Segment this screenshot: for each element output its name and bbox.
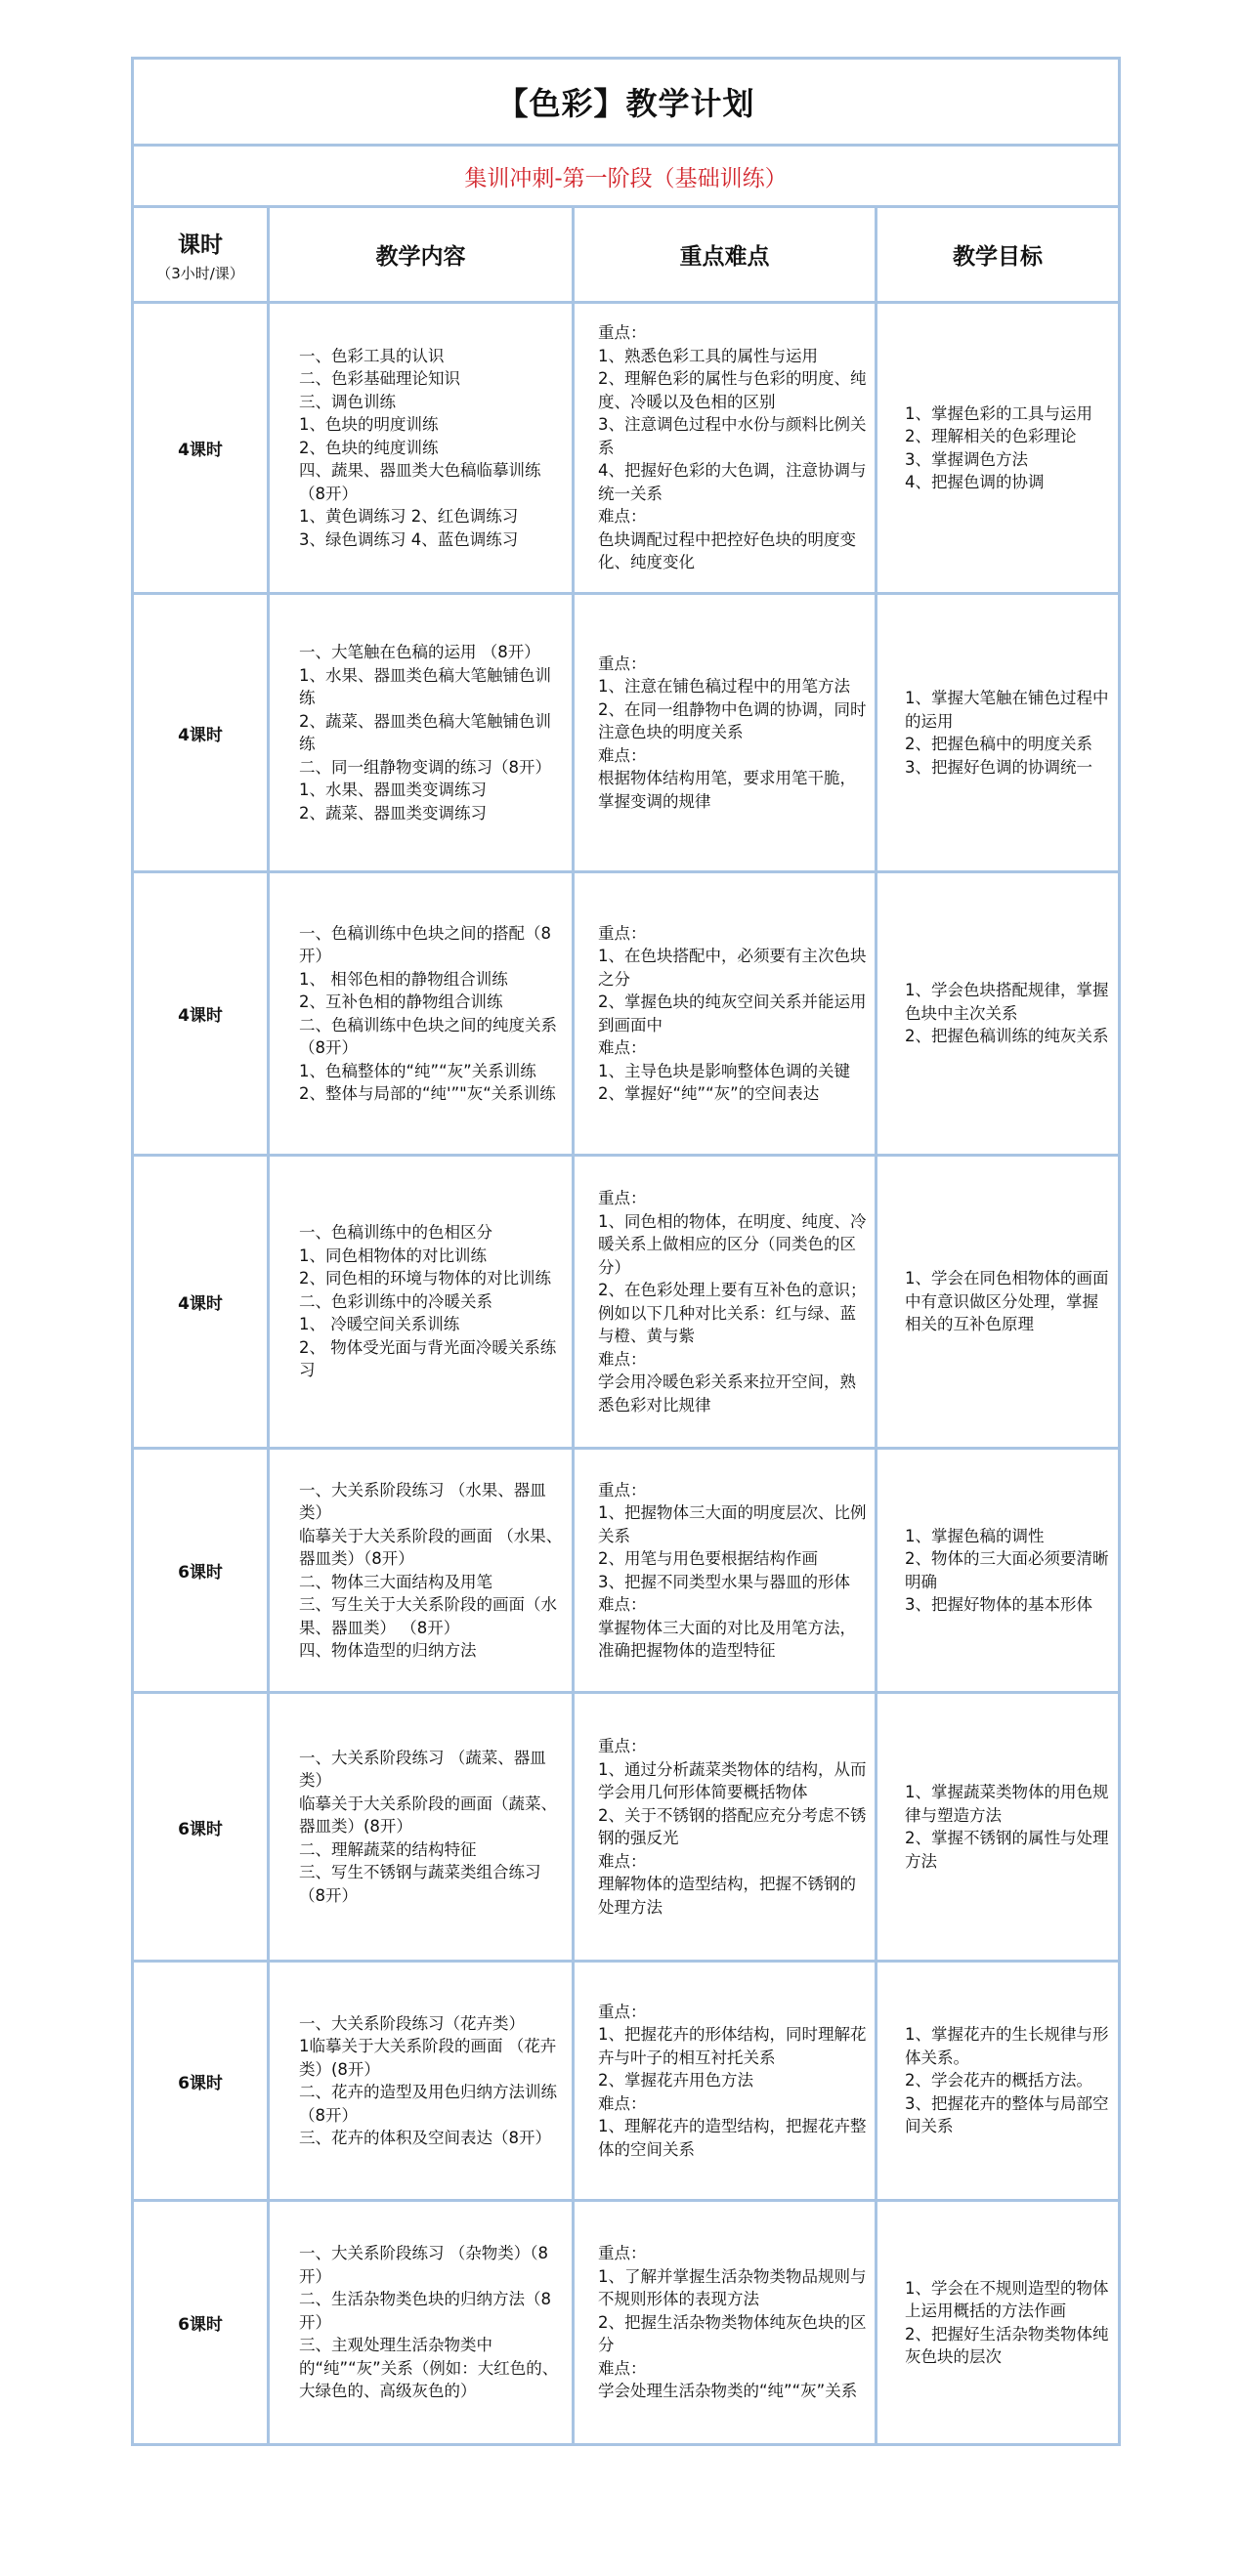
goals-cell: 1、掌握花卉的生长规律与形体关系。 2、学会花卉的概括方法。 3、把握花卉的整体与局部空间关系: [877, 1962, 1120, 2201]
key-points-cell: 重点： 1、了解并掌握生活杂物类物品规则与不规则形体的表现方法 2、把握生活杂物类物体纯灰色块的区分 难点： 学会处理生活杂物类的“纯”“灰”关系: [574, 2201, 877, 2445]
subtitle-row: [133, 146, 1120, 207]
hours-cell: 4课时: [133, 303, 269, 594]
content-cell: 一、色彩工具的认识 二、色彩基础理论知识 三、调色训练 1、色块的明度训练 2、色块的纯度训练 四、蔬果、器皿类大色稿临摹训练（8开） 1、黄色调练习 2、红色调练习 3、绿色调练习 4、蓝色调练习: [269, 303, 574, 594]
table-row: [133, 2201, 1120, 2445]
key-points-cell: 重点： 1、同色相的物体，在明度、纯度、冷暖关系上做相应的区分（同类色的区分） 2、在色彩处理上要有互补色的意识；例如以下几种对比关系：红与绿、蓝与橙、黄与紫 难点： 学会用冷暖色彩关系来拉开空间，熟悉色彩对比规律: [574, 1156, 877, 1449]
hours-cell: 6课时: [133, 1962, 269, 2201]
key-points-cell: 重点： 1、把握物体三大面的明度层次、比例关系 2、用笔与用色要根据结构作画 3、把握不同类型水果与器皿的形体 难点： 掌握物体三大面的对比及用笔方法，准确把握物体的造型特征: [574, 1449, 877, 1693]
content-cell: 一、大关系阶段练习 （水果、器皿类） 临摹关于大关系阶段的画面 （水果、器皿类）（8开） 二、物体三大面结构及用笔 三、写生关于大关系阶段的画面（水果、器皿类） （8开） 四、物体造型的归纳方法: [269, 1449, 574, 1693]
header-key-points: 重点难点: [574, 207, 877, 303]
header-row: [133, 207, 1120, 303]
key-points-cell: 重点： 1、熟悉色彩工具的属性与运用 2、理解色彩的属性与色彩的明度、纯度、冷暖以及色相的区别 3、注意调色过程中水份与颜料比例关系 4、把握好色彩的大色调，注意协调与统一关系 难点： 色块调配过程中把控好色块的明度变化、纯度变化: [574, 303, 877, 594]
table-row: [133, 1449, 1120, 1693]
table-row: [133, 1693, 1120, 1962]
hours-cell: 6课时: [133, 1693, 269, 1962]
teaching-plan-table: [131, 57, 1121, 2446]
hours-cell: 4课时: [133, 594, 269, 872]
content-cell: 一、色稿训练中色块之间的搭配（8开） 1、 相邻色相的静物组合训练 2、互补色相的静物组合训练 二、色稿训练中色块之间的纯度关系（8开） 1、色稿整体的“纯”“灰”关系训练 2、整体与局部的“纯'”"灰“关系训练: [269, 872, 574, 1156]
goals-cell: 1、掌握蔬菜类物体的用色规律与塑造方法 2、掌握不锈钢的属性与处理方法: [877, 1693, 1120, 1962]
content-cell: 一、大关系阶段练习 （蔬菜、器皿类） 临摹关于大关系阶段的画面（蔬菜、器皿类）(8开） 二、理解蔬菜的结构特征 三、写生不锈钢与蔬菜类组合练习 （8开）: [269, 1693, 574, 1962]
key-points-cell: 重点： 1、在色块搭配中，必须要有主次色块之分 2、掌握色块的纯灰空间关系并能运用到画面中 难点： 1、主导色块是影响整体色调的关键 2、掌握好“纯”“灰”的空间表达: [574, 872, 877, 1156]
hours-cell: 6课时: [133, 1449, 269, 1693]
content-cell: 一、大关系阶段练习（花卉类） 1临摹关于大关系阶段的画面 （花卉类）(8开） 二、花卉的造型及用色归纳方法训练 （8开） 三、花卉的体积及空间表达（8开）: [269, 1962, 574, 2201]
hours-cell: 4课时: [133, 1156, 269, 1449]
table-row: [133, 594, 1120, 872]
table-row: [133, 303, 1120, 594]
content-cell: 一、大关系阶段练习 （杂物类）（8开） 二、生活杂物类色块的归纳方法（8开） 三、主观处理生活杂物类中的“纯”“灰”关系（例如：大红色的、大绿色的、高级灰色的）: [269, 2201, 574, 2445]
goals-cell: 1、掌握大笔触在铺色过程中的运用 2、把握色稿中的明度关系 3、把握好色调的协调统一: [877, 594, 1120, 872]
goals-cell: 1、学会在不规则造型的物体上运用概括的方法作画 2、把握好生活杂物类物体纯灰色块的层次: [877, 2201, 1120, 2445]
header-content: 教学内容: [269, 207, 574, 303]
content-cell: 一、色稿训练中的色相区分 1、同色相物体的对比训练 2、同色相的环境与物体的对比训练 二、色彩训练中的冷暖关系 1、 冷暖空间关系训练 2、 物体受光面与背光面冷暖关系练习: [269, 1156, 574, 1449]
table-row: [133, 872, 1120, 1156]
table-row: [133, 1962, 1120, 2201]
stage-subtitle: 集训冲刺-第一阶段（基础训练）: [133, 146, 1120, 207]
page-title: 【色彩】教学计划: [133, 59, 1120, 146]
header-hours-note: （3小时/课）: [156, 264, 244, 282]
key-points-cell: 重点： 1、把握花卉的形体结构，同时理解花卉与叶子的相互衬托关系 2、掌握花卉用色方法 难点： 1、理解花卉的造型结构，把握花卉整体的空间关系: [574, 1962, 877, 2201]
goals-cell: 1、学会色块搭配规律，掌握色块中主次关系 2、把握色稿训练的纯灰关系: [877, 872, 1120, 1156]
goals-cell: 1、掌握色稿的调性 2、物体的三大面必须要清晰明确 3、把握好物体的基本形体: [877, 1449, 1120, 1693]
key-points-cell: 重点： 1、通过分析蔬菜类物体的结构，从而学会用几何形体简要概括物体 2、关于不锈钢的搭配应充分考虑不锈钢的强反光 难点： 理解物体的造型结构，把握不锈钢的处理方法: [574, 1693, 877, 1962]
content-cell: 一、大笔触在色稿的运用 （8开） 1、水果、器皿类色稿大笔触铺色训练 2、蔬菜、器皿类色稿大笔触铺色训练 二、同一组静物变调的练习（8开） 1、水果、器皿类变调练习 2、蔬菜、器皿类变调练习: [269, 594, 574, 872]
key-points-cell: 重点： 1、注意在铺色稿过程中的用笔方法 2、在同一组静物中色调的协调，同时注意色块的明度关系 难点： 根据物体结构用笔，要求用笔干脆，掌握变调的规律: [574, 594, 877, 872]
title-row: [133, 59, 1120, 146]
goals-cell: 1、掌握色彩的工具与运用 2、理解相关的色彩理论 3、掌握调色方法 4、把握色调的协调: [877, 303, 1120, 594]
hours-cell: 4课时: [133, 872, 269, 1156]
header-hours: [133, 207, 269, 303]
table-row: [133, 1156, 1120, 1449]
hours-cell: 6课时: [133, 2201, 269, 2445]
goals-cell: 1、学会在同色相物体的画面中有意识做区分处理，掌握相关的互补色原理: [877, 1156, 1120, 1449]
header-hours-label: 课时: [178, 232, 223, 258]
header-goals: 教学目标: [877, 207, 1120, 303]
